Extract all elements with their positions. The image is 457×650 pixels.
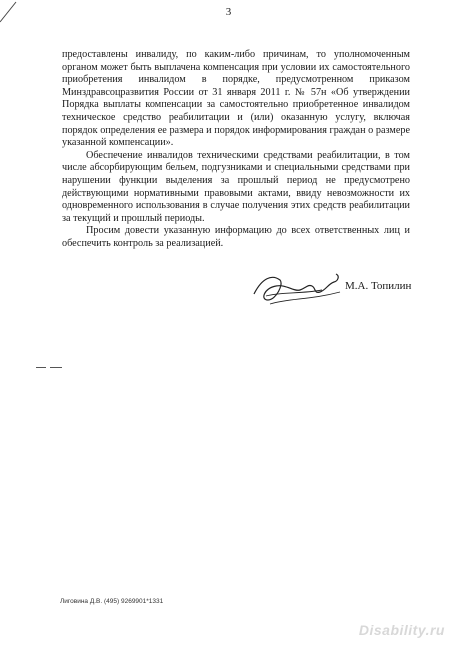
handwritten-signature bbox=[250, 270, 350, 310]
paragraph-provision: Обеспечение инвалидов техническими средствами реабилитации, в том числе абсорбирующим бельем, подгузниками и специальными средствами при нарушении функции выделения за прошлый период не предусмотрено действующими нормативными правовыми актами, ввиду невозможности их одновременного использования в случае получения этих средств реабилитации за текущий и прошлый периоды. bbox=[62, 149, 410, 224]
page-number: 3 bbox=[225, 6, 232, 18]
letter-body bbox=[62, 49, 410, 251]
margin-dash bbox=[36, 367, 46, 368]
watermark: Disability.ru bbox=[358, 622, 445, 638]
margin-dash bbox=[50, 367, 62, 368]
paragraph-compensation: предоставлены инвалиду, по каким-либо причинам, то уполномоченным органом может быть выплачена компенсация при условии их самостоятельного приобретения инвалидом в порядке, предусмотренном приказом Минздравсоцразвития России от 31 января 2011 г. № 57н «Об утверждении Порядка выплаты компенсации за самостоятельно приобретенное инвалидом техническое средство реабилитации и (или) оказанную услугу, включая порядок определения ее размера и порядок информирования граждан о размере указанной компенсации». bbox=[62, 49, 410, 149]
paragraph-request: Просим довести указанную информацию до всех ответственных лиц и обеспечить контроль за реализацией. bbox=[62, 225, 410, 249]
signer-name: М.А. Топилин bbox=[345, 280, 412, 292]
signature-block bbox=[250, 270, 420, 310]
executor-note: Лиговина Д.В. (495) 9269901*1331 bbox=[60, 598, 164, 605]
